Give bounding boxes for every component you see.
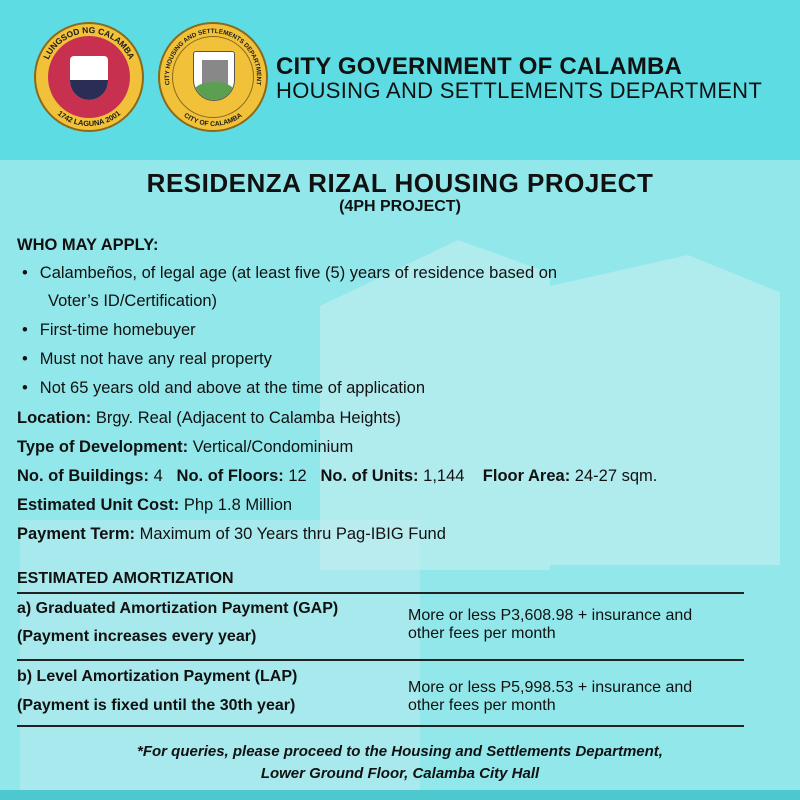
footer-address: Lower Ground Floor, Calamba City Hall (260, 765, 540, 782)
gap-name: a) Graduated Amortization Payment (GAP) (17, 600, 339, 617)
calamba-city-seal-logo (34, 22, 144, 132)
bottom-band (0, 790, 800, 800)
project-title: RESIDENZA RIZAL HOUSING PROJECT (146, 168, 654, 198)
eligibility-item: • Must not have any real property (22, 350, 272, 369)
header-band (0, 0, 800, 160)
lap-value: More or less P5,998.53 + insurance and (408, 679, 693, 696)
divider (17, 725, 744, 727)
footer-note: *For queries, please proceed to the Housing and Settlements Department, (137, 743, 663, 760)
gap-note: (Payment increases every year) (17, 628, 257, 645)
eligibility-item-continued: Voter’s ID/Certification) (48, 292, 218, 310)
gap-value-cont: other fees per month (408, 625, 556, 642)
eligibility-item: • Calambeños, of legal age (at least five (5) years of residence based on (22, 264, 557, 283)
housing-department-seal-logo (158, 22, 268, 132)
amortization-heading: ESTIMATED AMORTIZATION (17, 570, 234, 587)
header-subtitle: HOUSING AND SETTLEMENTS DEPARTMENT (276, 78, 763, 103)
divider (17, 659, 744, 661)
unit-cost-line: Estimated Unit Cost: Php 1.8 Million (17, 496, 293, 514)
lap-name: b) Level Amortization Payment (LAP) (17, 668, 298, 685)
building-specs-line: No. of Buildings: 4 No. of Floors: 12 No. of Units: 1,144 Floor Area: 24-27 sqm. (17, 467, 658, 485)
lap-value-cont: other fees per month (408, 697, 556, 714)
seal2-top-text: CITY HOUSING AND SETTLEMENTS DEPARTMENT (163, 27, 263, 86)
building-image (550, 255, 780, 565)
header-title: CITY GOVERNMENT OF CALAMBA (276, 53, 683, 80)
seal1-ring-text (36, 24, 142, 130)
payment-term-line: Payment Term: Maximum of 30 Years thru Pag-IBIG Fund (17, 525, 446, 543)
seal2-bottom-text: CITY OF CALAMBA (182, 112, 244, 129)
lap-note: (Payment is fixed until the 30th year) (17, 697, 296, 714)
seal1-bottom-text: 1742 LAGUNA 2001 (55, 108, 123, 129)
development-type-line: Type of Development: Vertical/Condominium (17, 438, 354, 456)
location-line: Location: Brgy. Real (Adjacent to Calamba Heights) (17, 409, 401, 427)
who-may-apply-heading: WHO MAY APPLY: (17, 236, 159, 254)
gap-value: More or less P3,608.98 + insurance and (408, 607, 693, 624)
seal2-ring-text (160, 24, 266, 130)
divider (17, 592, 744, 594)
seal1-top-text: LUNGSOD NG CALAMBA (41, 24, 137, 61)
eligibility-item: • Not 65 years old and above at the time of application (22, 379, 425, 398)
project-subtitle: (4PH PROJECT) (339, 198, 461, 215)
eligibility-item: • First-time homebuyer (22, 321, 196, 340)
